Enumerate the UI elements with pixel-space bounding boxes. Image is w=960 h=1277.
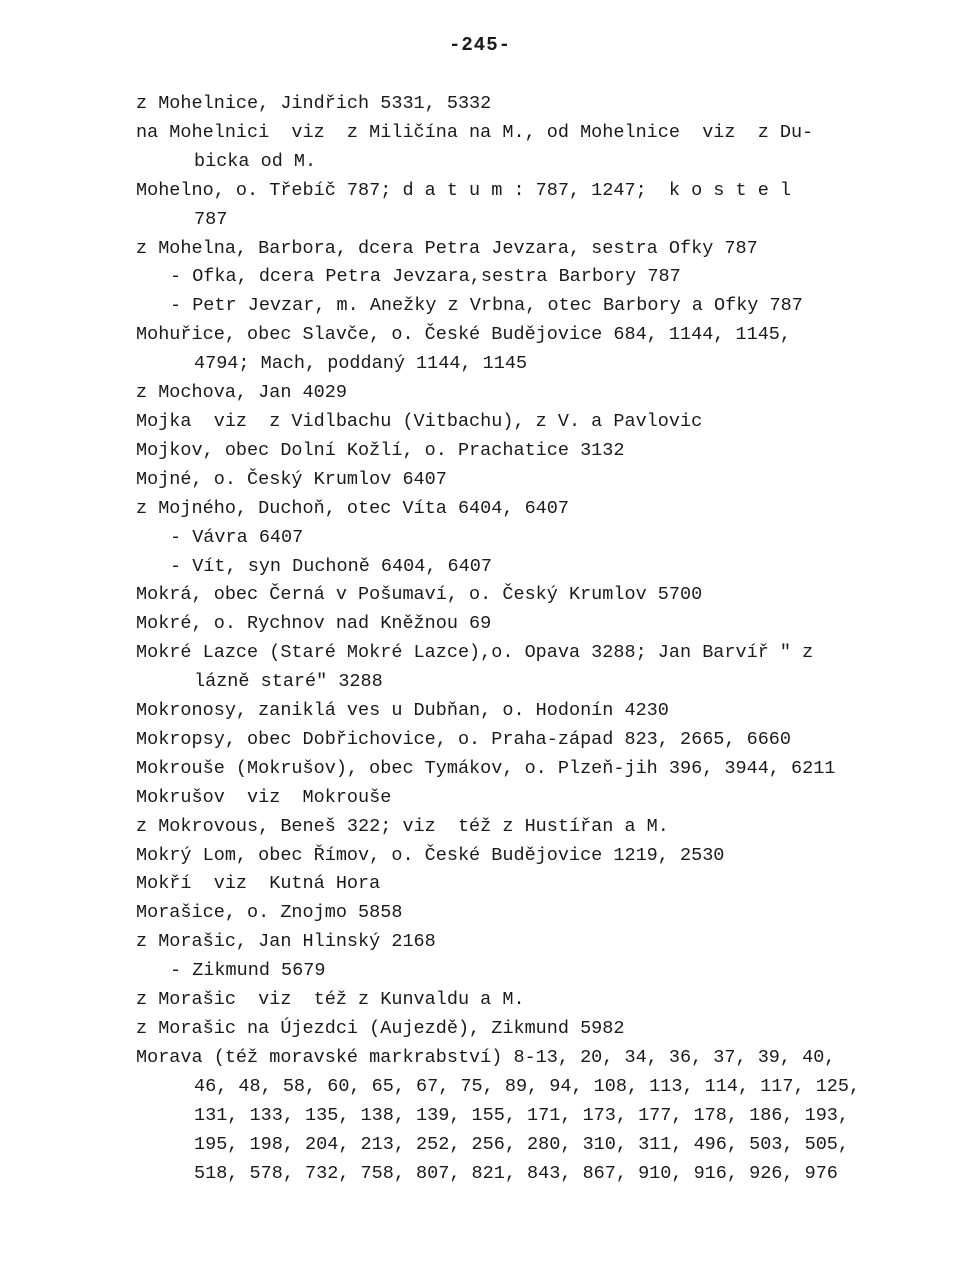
index-entry: Mokrouše (Mokrušov), obec Tymákov, o. Plzeň-jih 396, 3944, 6211 — [136, 757, 836, 779]
index-subentry: - Ofka, dcera Petra Jevzara,sestra Barbory 787 — [170, 266, 681, 288]
index-subentry: - Petr Jevzar, m. Anežky z Vrbna, otec Barbory a Ofky 787 — [170, 295, 803, 317]
index-subentry: - Zikmund 5679 — [170, 960, 326, 982]
index-entry: Morava (též moravské markrabství) 8-13, 20, 34, 36, 37, 39, 40, — [136, 1046, 836, 1068]
index-entry: Mojkov, obec Dolní Kožlí, o. Prachatice 3132 — [136, 439, 625, 461]
index-entry: z Mohelna, Barbora, dcera Petra Jevzara, sestra Ofky 787 — [136, 237, 758, 259]
index-entry: Mokrý Lom, obec Římov, o. České Budějovice 1219, 2530 — [136, 844, 725, 866]
index-entry-continuation: 46, 48, 58, 60, 65, 67, 75, 89, 94, 108, 113, 114, 117, 125, — [194, 1075, 861, 1097]
index-entry: z Mohelnice, Jindřich 5331, 5332 — [136, 93, 492, 114]
index-entry: Mokronosy, zaniklá ves u Dubňan, o. Hodonín 4230 — [136, 700, 669, 722]
index-entry: Mokrá, obec Černá v Pošumaví, o. Český Krumlov 5700 — [136, 584, 703, 606]
index-entry: z Morašic, Jan Hlinský 2168 — [136, 931, 436, 953]
index-entry: Mojné, o. Český Krumlov 6407 — [136, 468, 447, 490]
index-entry-continuation: 4794; Mach, poddaný 1144, 1145 — [194, 353, 528, 375]
index-entry: na Mohelnici viz z Miličína na M., od Mohelnice viz z Du- — [136, 121, 814, 143]
index-entries — [136, 90, 916, 1188]
index-entry: Mokré, o. Rychnov nad Kněžnou 69 — [136, 613, 492, 635]
index-entry-continuation: lázně staré" 3288 — [194, 671, 383, 693]
index-entry: Mokří viz Kutná Hora — [136, 873, 381, 895]
index-entry: Mokropsy, obec Dobřichovice, o. Praha-západ 823, 2665, 6660 — [136, 728, 792, 750]
index-entry: z Morašic na Újezdci (Aujezdě), Zikmund 5982 — [136, 1018, 625, 1039]
page-number: -245- — [448, 34, 511, 56]
index-entry-continuation: 787 — [194, 208, 228, 230]
index-entry: Morašice, o. Znojmo 5858 — [136, 902, 403, 924]
index-entry: z Mokrovous, Beneš 322; viz též z Hustířan a M. — [136, 815, 669, 837]
index-entry: Mokré Lazce (Staré Mokré Lazce),o. Opava 3288; Jan Barvíř " z — [136, 642, 814, 664]
index-entry: z Mojného, Duchoň, otec Víta 6404, 6407 — [136, 497, 569, 519]
index-entry-continuation: bicka od M. — [194, 150, 317, 172]
index-entry-continuation: 195, 198, 204, 213, 252, 256, 280, 310, 311, 496, 503, 505, — [194, 1133, 850, 1155]
index-entry: Mokrušov viz Mokrouše — [136, 786, 392, 808]
index-subentry: - Vít, syn Duchoně 6404, 6407 — [170, 555, 492, 577]
index-entry: Mohelno, o. Třebíč 787; d a t u m : 787, 1247; k o s t e l — [136, 179, 792, 201]
index-entry-continuation: 518, 578, 732, 758, 807, 821, 843, 867, 910, 916, 926, 976 — [194, 1162, 838, 1184]
index-entry-continuation: 131, 133, 135, 138, 139, 155, 171, 173, 177, 178, 186, 193, — [194, 1104, 850, 1126]
index-entry: Mohuřice, obec Slavče, o. České Budějovice 684, 1144, 1145, — [136, 324, 792, 346]
index-subentry: - Vávra 6407 — [170, 526, 304, 548]
index-entry: z Morašic viz též z Kunvaldu a M. — [136, 989, 525, 1011]
index-entry: z Mochova, Jan 4029 — [136, 382, 347, 404]
index-entry: Mojka viz z Vidlbachu (Vitbachu), z V. a Pavlovic — [136, 410, 703, 432]
